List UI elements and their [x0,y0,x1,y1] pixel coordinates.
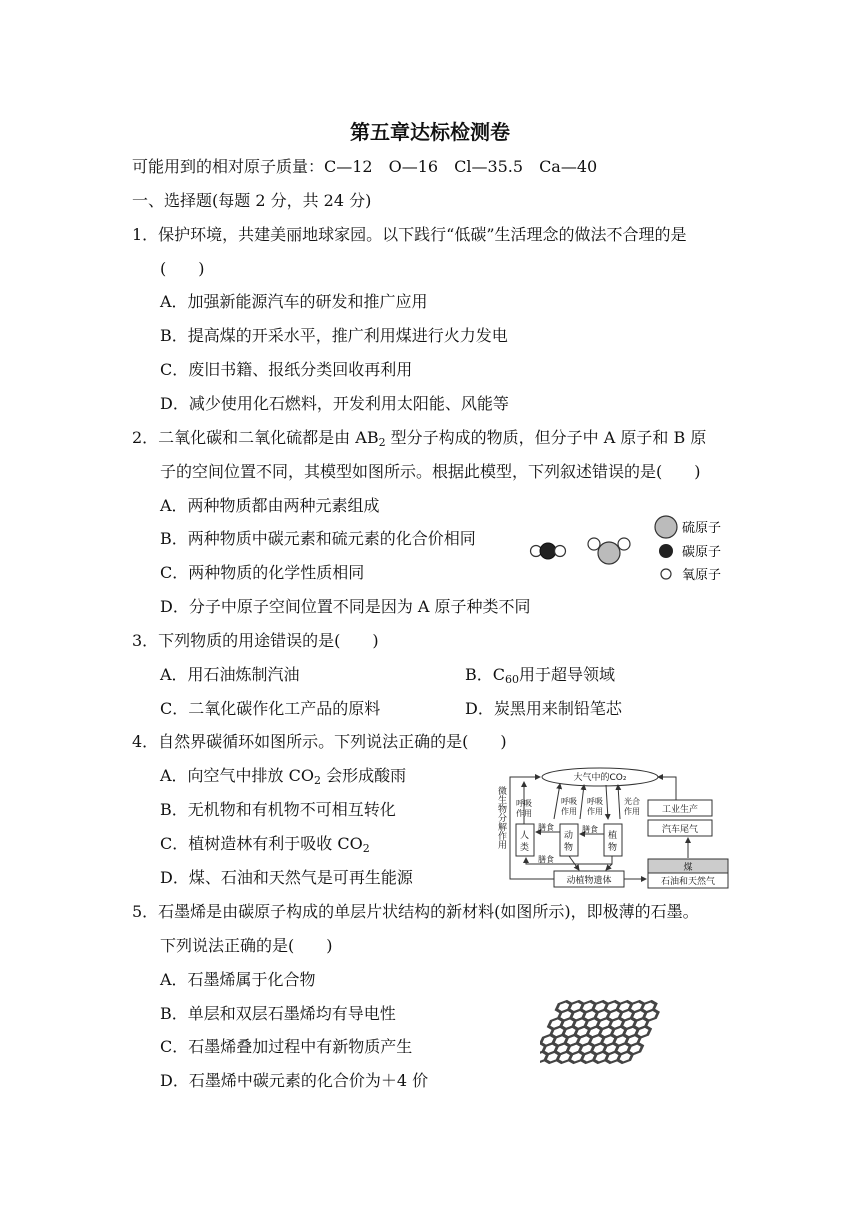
q5-stem: 5．石墨烯是由碳原子构成的单层片状结构的新材料(如图所示)，即极薄的石墨。 [132,902,699,921]
diet3-label: 膳食 [538,855,554,864]
resp1-label-b: 作用 [516,809,532,818]
q3-option-b: B．$C_{60}$用于超导领域 [465,665,616,686]
q5-stem-cont: 下列说法正确的是( ) [160,936,333,955]
legend-carbon-icon [659,544,673,558]
exhaust-label: 汽车尾气 [661,825,699,835]
legend-oxygen-icon [661,569,671,579]
q1-stem: 1．保护环境，共建美丽地球家园。以下践行“低碳”生活理念的做法不合理的是 [132,225,687,244]
sulfur-atom-icon [598,542,620,564]
q4-stem: 4．自然界碳循环如图所示。下列说法正确的是( ) [132,732,507,751]
oxygen-atom-icon [618,538,630,550]
plant-label-a: 植 [608,831,618,841]
legend-sulfur-label: 硫原子 [682,521,722,536]
animal-label-a: 动 [564,831,574,841]
carbon-atom-icon [540,543,556,559]
oxygen-atom-icon [555,546,566,557]
industry-label: 工业生产 [661,805,699,815]
q1-option-b: B．提高煤的开采水平，推广利用煤进行火力发电 [160,326,508,345]
q2-option-d: D．分子中原子空间位置不同是因为 A 原子种类不同 [160,597,531,616]
coal-label: 煤 [683,863,693,873]
animal-label-b: 物 [564,843,574,853]
q5-option-c: C．石墨烯叠加过程中有新物质产生 [160,1037,413,1056]
resp3-label-b: 作用 [587,807,603,816]
section-heading: 一、选择题(每题 2 分，共 24 分) [132,191,372,210]
q3-option-c: C．二氧化碳作化工产品的原料 [160,699,381,718]
q4-option-a: A．向空气中排放 $CO_2$ 会形成酸雨 [160,766,407,787]
human-label-a: 人 [520,831,530,841]
resp2-label-a: 呼吸 [561,797,577,806]
q1-option-a: A．加强新能源汽车的研发和推广应用 [160,292,428,311]
q5-option-d: D．石墨烯中碳元素的化合价为＋4 价 [160,1071,429,1090]
q2-stem: 2．二氧化碳和二氧化硫都是由 $AB_2$ 型分子构成的物质，但分子中 A 原子和 B 原 [132,428,707,449]
diet2-label: 膳食 [582,825,598,834]
q4-option-c: C．植树造林有利于吸收 $CO_2$ [160,834,370,855]
q1-answer-blank: ( ) [160,259,205,278]
oil-gas-label: 石油和天然气 [660,877,716,887]
q1-option-c: C．废旧书籍、报纸分类回收再利用 [160,360,413,379]
photo-label-a: 光合 [624,797,640,806]
q2-option-a: A．两种物质都由两种元素组成 [160,496,380,515]
microbe-label: 微生物分解作用 [496,786,506,849]
q3-option-d: D．炭黑用来制铅笔芯 [465,699,622,718]
legend-carbon-label: 碳原子 [682,545,722,560]
carbon-cycle-diagram [494,764,736,890]
q5-option-a: A．石墨烯属于化合物 [160,970,316,989]
graphene-figure [540,992,676,1074]
plant-label-b: 物 [608,843,618,853]
q1-option-d: D．减少使用化石燃料，开发利用太阳能、风能等 [160,394,509,413]
q3-stem: 3．下列物质的用途错误的是( ) [132,631,379,650]
legend-oxygen-label: 氧原子 [682,568,722,583]
q4-option-d: D．煤、石油和天然气是可再生能源 [160,868,413,887]
resp1-label-a: 呼吸 [516,799,532,808]
legend-sulfur-icon [655,516,677,538]
molecule-model-figure [520,508,740,588]
oxygen-atom-icon [588,538,600,550]
q2-stem-cont: 子的空间位置不同，其模型如图所示。根据此模型，下列叙述错误的是( ) [160,462,701,481]
page-title: 第五章达标检测卷 [350,120,510,144]
resp2-label-b: 作用 [561,807,577,816]
q2-option-b: B．两种物质中碳元素和硫元素的化合价相同 [160,529,476,548]
q2-option-c: C．两种物质的化学性质相同 [160,563,365,582]
resp3-label-a: 呼吸 [587,797,603,806]
photo-label-b: 作用 [624,807,640,816]
q4-option-b: B．无机物和有机物不可相互转化 [160,800,396,819]
q5-option-b: B．单层和双层石墨烯均有导电性 [160,1004,396,1023]
human-label-b: 类 [520,843,530,853]
atmosphere-label: 大气中的CO₂ [573,773,627,783]
diet1-label: 膳食 [538,823,554,832]
graphene-lattice [540,1001,663,1063]
atomic-masses: 可能用到的相对原子质量：C—12 O—16 Cl—35.5 Ca—40 [132,157,598,176]
remains-label: 动植物遗体 [566,876,612,886]
q3-option-a: A．用石油炼制汽油 [160,665,300,684]
